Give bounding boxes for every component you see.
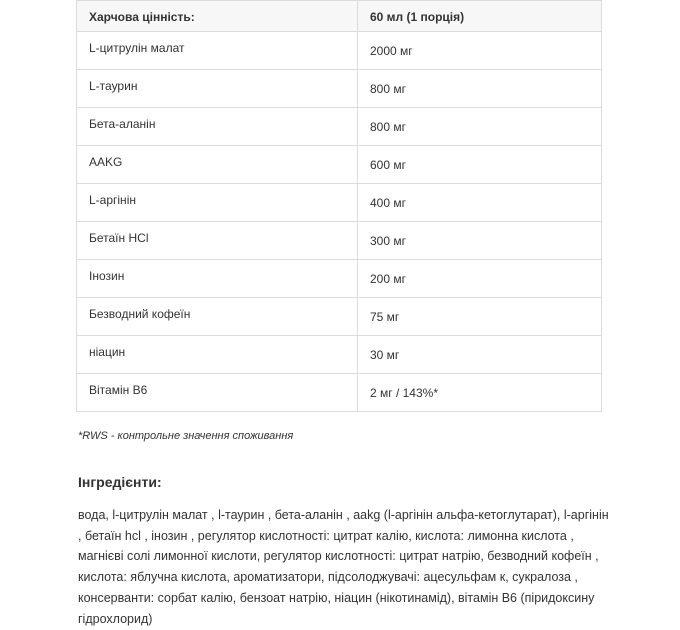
nutrition-header-value: 60 мл (1 порція) xyxy=(358,1,602,32)
nutrient-name: Вітамін B6 xyxy=(77,374,358,412)
nutrient-name: ніацин xyxy=(77,336,358,374)
nutrient-value: 30 мг xyxy=(358,336,602,374)
nutrient-name: Бета-аланін xyxy=(77,108,358,146)
table-row xyxy=(77,32,602,70)
nutrient-name: L-цитрулін малат xyxy=(77,32,358,70)
table-row xyxy=(77,70,602,108)
nutrient-value: 2000 мг xyxy=(358,32,602,70)
nutrition-table-header-row xyxy=(77,1,602,32)
nutrient-name: Бетаїн HCl xyxy=(77,222,358,260)
nutrition-table xyxy=(76,0,602,412)
table-row xyxy=(77,146,602,184)
table-row xyxy=(77,336,602,374)
nutrient-value: 2 мг / 143%* xyxy=(358,374,602,412)
nutrient-name: L-таурин xyxy=(77,70,358,108)
nutrient-value: 200 мг xyxy=(358,260,602,298)
table-row xyxy=(77,222,602,260)
nutrient-value: 300 мг xyxy=(358,222,602,260)
nutrient-value: 75 мг xyxy=(358,298,602,336)
rws-footnote: *RWS - контрольне значення споживання xyxy=(78,430,294,442)
table-row xyxy=(77,184,602,222)
nutrient-name: AAKG xyxy=(77,146,358,184)
ingredients-heading: Інгредієнти: xyxy=(78,474,162,490)
nutrient-value: 800 мг xyxy=(358,70,602,108)
nutrition-header-name: Харчова цінність: xyxy=(77,1,358,32)
table-row xyxy=(77,374,602,412)
nutrient-name: L-аргінін xyxy=(77,184,358,222)
nutrient-name: Безводний кофеїн xyxy=(77,298,358,336)
table-row xyxy=(77,298,602,336)
table-row xyxy=(77,108,602,146)
ingredients-text: вода, l-цитрулін малат , l-таурин , бета-аланін , aakg (l-аргінін альфа-кетоглутарат), l-аргінін , бетаїн hcl , інозин , регулятор кислотності: цитрат калію, кислота: лимонна кислота , магнієві солі лимонної кислоти, регулятор кислотності: цитрат натрію, безводний кофеїн , кислота: яблучна кислота, ароматизатори, підсолоджувачі: ацесульфам к, сукралоза , консерванти: сорбат калію, бензоат натрію, ніацин (нікотинамід), вітамін B6 (піридоксину гідрохлорид) xyxy=(78,508,609,626)
table-row xyxy=(77,260,602,298)
nutrient-name: Інозин xyxy=(77,260,358,298)
nutrient-value: 600 мг xyxy=(358,146,602,184)
nutrient-value: 800 мг xyxy=(358,108,602,146)
nutrient-value: 400 мг xyxy=(358,184,602,222)
